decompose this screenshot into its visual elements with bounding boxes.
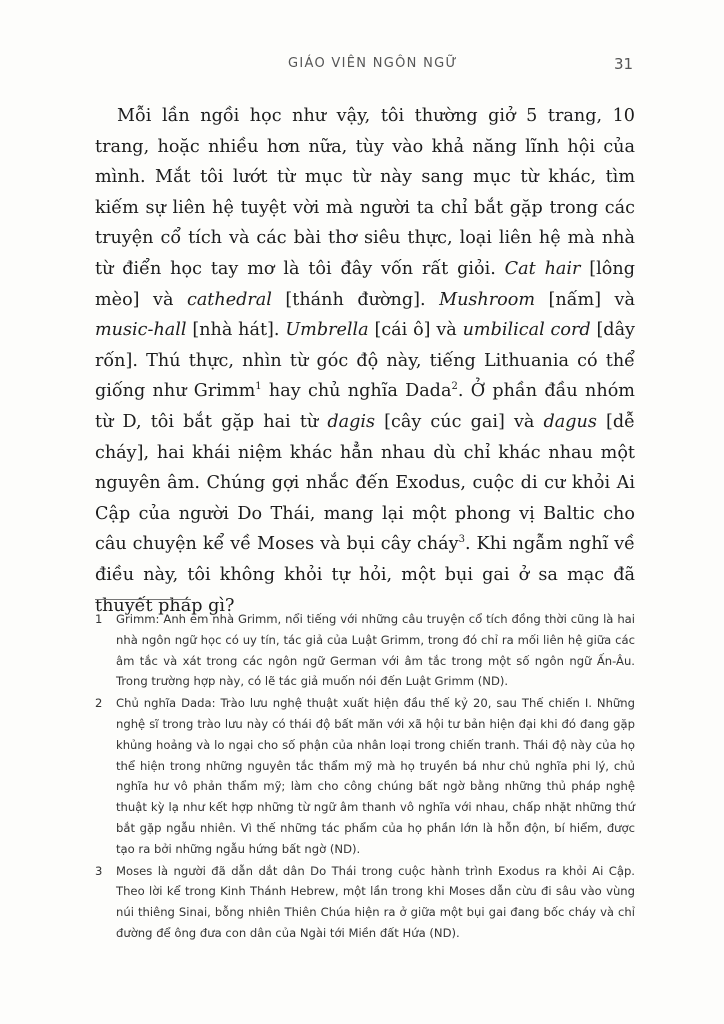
- footnote-1: [95, 609, 635, 692]
- footnote-ref-3: 3: [458, 534, 465, 546]
- text-run: [dễ cháy], hai khái niệm khác hẳn nhau dù chỉ khác nhau một nguyên âm. Chúng gợi nhắc đến Exodus, cuộc di cư khỏi Ai Cập của người Do Thái, mang lại một phong vị Baltic cho câu chuyện kể về Moses và bụi cây cháy: [95, 411, 635, 555]
- term-cathedral: cathedral: [186, 289, 272, 310]
- body-paragraph: [95, 101, 635, 621]
- text-run: [lông mèo] và: [95, 258, 635, 310]
- text-run: hay chủ nghĩa Dada: [261, 381, 452, 402]
- footnote-divider: [95, 599, 191, 600]
- footnote-number: 3: [95, 863, 103, 878]
- term-music-hall: music-hall: [95, 320, 187, 341]
- footnote-3: [95, 861, 635, 944]
- running-header: [0, 56, 724, 78]
- page-number: 31: [614, 55, 634, 73]
- text-run: [thánh đường].: [271, 289, 440, 310]
- term-dagus: dagus: [543, 411, 597, 432]
- footnote-text: Chủ nghĩa Dada: Trào lưu nghệ thuật xuất hiện đầu thế kỷ 20, sau Thế chiến I. Những nghệ sĩ trong trào lưu này có thái độ bất mãn với xã hội tư bản hiện đại khi đó đang gặp khủng hoảng và lo ngại cho số phận của nhân loại trong chiến tranh. Thái độ này của họ thể hiện trong những nguyên tắc thẩm mỹ mà họ truyền bá như chủ nghĩa phi lý, chủ nghĩa hư vô phản thẩm mỹ; làm cho công chúng bất ngờ bằng những thủ pháp nghệ thuật kỳ lạ như kết hợp những từ ngữ âm thanh vô nghĩa với nhau, chấp nhặt những thứ bắt gặp ngẫu nhiên. Vì thế những tác phẩm của họ phần lớn là hỗn độn, bí hiểm, được tạo ra bởi những ngẫu hứng bất ngờ (ND).: [116, 696, 635, 856]
- text-run: [nhà hát].: [186, 320, 286, 341]
- text-run: [dây rốn]. Thú thực, nhìn từ góc độ này, tiếng Lithuania có thể giống như Grimm: [95, 320, 635, 402]
- footnote-number: 2: [95, 696, 103, 711]
- running-title: GIÁO VIÊN NGÔN NGỮ: [288, 56, 458, 71]
- text-run: [cái ô] và: [368, 320, 463, 341]
- text-run: . Khi ngẫm nghĩ về điều này, tôi không khỏi tự hỏi, một bụi gai ở sa mạc đã thuyết pháp gì?: [95, 534, 635, 616]
- text-run: . Ở phần đầu nhóm từ D, tôi bắt gặp hai từ: [95, 381, 635, 432]
- term-cat-hair: Cat hair: [504, 258, 581, 279]
- footnote-ref-1: 1: [255, 381, 262, 393]
- footnote-number: 1: [95, 612, 103, 626]
- text-run: Mỗi lần ngồi học như vậy, tôi thường giở 5 trang, 10 trang, hoặc nhiều hơn nữa, tùy vào khả năng lĩnh hội của mình. Mắt tôi lướt từ mục từ này sang mục từ khác, tìm kiếm sự liên hệ tuyệt vời mà người ta chỉ bắt gặp trong các truyện cổ tích và các bài thơ siêu thực, loại liên hệ mà nhà từ điển học tay mơ là tôi đây vốn rất giỏi.: [95, 106, 635, 279]
- footnote-text: Grimm: Anh em nhà Grimm, nổi tiếng với những câu truyện cổ tích đồng thời cũng là hai nhà ngôn ngữ học có uy tín, tác giả của Luật Grimm, trong đó chỉ ra mối liên hệ giữa các âm tắc và xát trong các ngôn ngữ German với âm tắc trong một số ngôn ngữ Ấn-Âu. Trong trường hợp này, có lẽ tác giả muốn nói đến Luật Grimm (ND).: [116, 612, 635, 689]
- footnote-ref-2: 2: [451, 381, 458, 393]
- term-umbrella: Umbrella: [285, 320, 369, 341]
- footnotes: [95, 609, 635, 945]
- term-dagis: dagis: [327, 411, 376, 432]
- footnote-2: [95, 693, 635, 859]
- term-mushroom: Mushroom: [439, 289, 536, 310]
- text-run: [nấm] và: [535, 289, 635, 310]
- footnote-text: Moses là người đã dẫn dắt dân Do Thái trong cuộc hành trình Exodus ra khỏi Ai Cập. Theo lời kể trong Kinh Thánh Hebrew, một lần trong khi Moses dẫn cừu đi sâu vào vùng núi thiêng Sinai, bỗng nhiên Thiên Chúa hiện ra ở giữa một bụi gai đang bốc cháy và chỉ đường để ông đưa con dân của Ngài tới Miền đất Hứa (ND).: [116, 863, 635, 940]
- main-text: [95, 101, 635, 621]
- text-run: [cây cúc gai] và: [375, 411, 544, 432]
- term-umbilical-cord: umbilical cord: [462, 320, 591, 341]
